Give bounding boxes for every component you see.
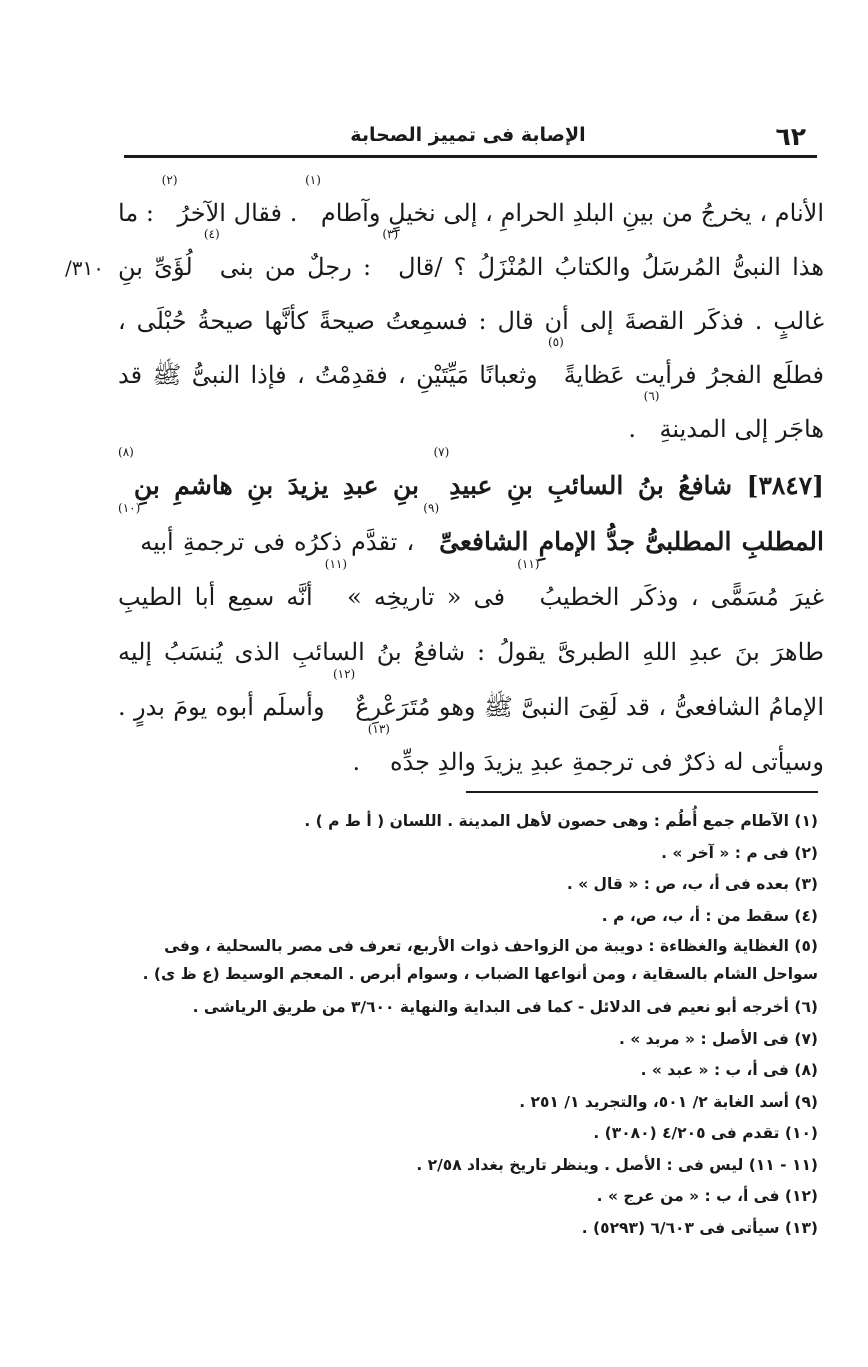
- text-segment: فى « تاريخِه »: [347, 583, 518, 611]
- footnote-ref: (١٠): [118, 501, 141, 515]
- margin-reference: ٣١٠/: [65, 256, 104, 280]
- footnotes: [106, 806, 818, 1244]
- text-segment: غيرَ مُسَمًّى ، وذكَر الخطيبُ: [539, 583, 825, 611]
- paragraph-continuation: [118, 173, 825, 456]
- footnote-6: (٦) أخرجه أبو نعيم فى الدلائل - كما فى البداية والنهاية ٣/٦٠٠ من طريق الرياشى .: [192, 998, 818, 1016]
- text-segment: الأنام ، يخرجُ من بينِ البلدِ الحرامِ ، إلى نخيلٍ وآطام: [320, 199, 825, 227]
- text-segment: .: [352, 748, 368, 776]
- text-segment: . فقال الآخرُ: [177, 199, 306, 227]
- footnote-8: (٨) فى أ، ب : « عبد » .: [640, 1061, 818, 1079]
- running-title: الإصابة فى تمييز الصحابة: [350, 124, 586, 146]
- footnote-ref: (١٢): [332, 667, 356, 681]
- footnote-ref: (٦): [643, 389, 660, 403]
- footnote-ref: (٣): [382, 227, 399, 241]
- footnote-ref: (١١): [324, 557, 348, 571]
- footnote-11: (١١ - ١١) ليس فى : الأصل . وينظر تاريخ بغداد ٢/٥٨ .: [416, 1155, 818, 1174]
- footnote-13: (١٣) سيأتى فى ٦/٦٠٣ (٥٢٩٣) .: [581, 1218, 818, 1237]
- text-segment: أنَّه سمِع أبا الطيبِ طاهرَ بنَ عبدِ اللهِ الطبرىَّ يقولُ : شافعُ بنُ السائبِ الذى يُنسَبُ إليه الإمامُ الشافعىُّ ، قد لَقِىَ النبىَّ ﷺ وهو مُتَرَعْرِعٌ: [118, 583, 825, 721]
- entry-heading: المطلبِ المطلبىُّ جدُّ الإمامِ الشافعىِّ: [439, 527, 824, 556]
- footnote-ref: (٩): [423, 501, 440, 515]
- footnote-ref: (١٣): [367, 722, 390, 736]
- entry-heading: [٣٨٤٧] شافعُ بنُ السائبِ بنِ عبيدِ: [449, 471, 824, 500]
- header-rule: [124, 155, 817, 158]
- footnote-ref: (٢): [161, 173, 178, 187]
- text-segment: لُؤَىِّ بنِ غالبٍ . فذكَر القصةَ إلى أن قال : فسمِعتُ صيحةً كأنَّها صيحةُ حُبْلَى ، فطلَع الفجرُ فرأيت عَظايةً: [118, 253, 824, 389]
- footnote-7: (٧) فى الأصل : « مربد » .: [618, 1029, 818, 1048]
- footnote-ref: (٤): [203, 227, 220, 241]
- footnote-9: (٩) أسد الغابة ٢/ ٥٠١، والتجريد ١/ ٢٥١ .: [519, 1092, 818, 1111]
- footnote-ref: (٧): [433, 445, 450, 459]
- footnote-5: (٥) الغظاية والغظاءة : دويبة من الزواحف ذوات الأربع، تعرف فى مصر بالسحلية ، وفى سواحل الشام بالسقاية ، ومن أنواعها الضباب ، وسوام أبرص . المعجم الوسيط (ع ظ ى) .: [142, 937, 818, 983]
- text-segment: ، تقدَّم ذكرُه فى ترجمةِ أبيه: [140, 528, 424, 556]
- footnote-separator: [466, 791, 818, 793]
- text-segment: : رجلٌ من بنى: [219, 253, 383, 281]
- text-segment: .: [628, 415, 644, 443]
- footnote-ref: (١): [305, 173, 321, 187]
- page-number: ٦٢: [775, 122, 806, 151]
- text-segment: وأسلَم أبوه يومَ بدرٍ . وسيأتى له ذكرٌ فى ترجمةِ عبدِ يزيدَ والدِ جدِّه: [118, 693, 824, 776]
- footnote-ref: (١١): [517, 557, 540, 571]
- text-segment: وثعبانًا مَيِّتَيْنِ ، فقدِمْتُ ، فإذا النبىُّ ﷺ قد هاجَر إلى المدينةِ: [118, 361, 824, 443]
- footnote-4: (٤) سقط من : أ، ب، ص، م .: [601, 906, 818, 925]
- footnote-1: (١) الآطام جمع أُطُم : وهى حصون لأهل المدينة . اللسان ( أ ط م ) .: [304, 812, 818, 830]
- page-header: [120, 118, 816, 158]
- footnote-3: (٣) بعده فى أ، ب، ص : « قال » .: [566, 875, 818, 893]
- biography-entry: [118, 445, 825, 790]
- footnote-10: (١٠) تقدم فى ٤/٢٠٥ (٣٠٨٠) .: [593, 1124, 818, 1142]
- footnote-2: (٢) فى م : « آخر » .: [661, 843, 818, 862]
- main-text: [118, 173, 825, 790]
- entry-heading: بنِ عبدِ يزيدَ بنِ هاشمِ بنِ: [133, 471, 434, 500]
- text-segment: : ما هذا النبىُّ المُرسَلُ والكتابُ المُنْزَلُ ؟ /قال: [118, 199, 824, 281]
- footnote-ref: (٨): [118, 445, 134, 459]
- footnote-12: (١٢) فى أ، ب : « من عرج » .: [596, 1187, 818, 1205]
- footnote-ref: (٥): [547, 335, 564, 349]
